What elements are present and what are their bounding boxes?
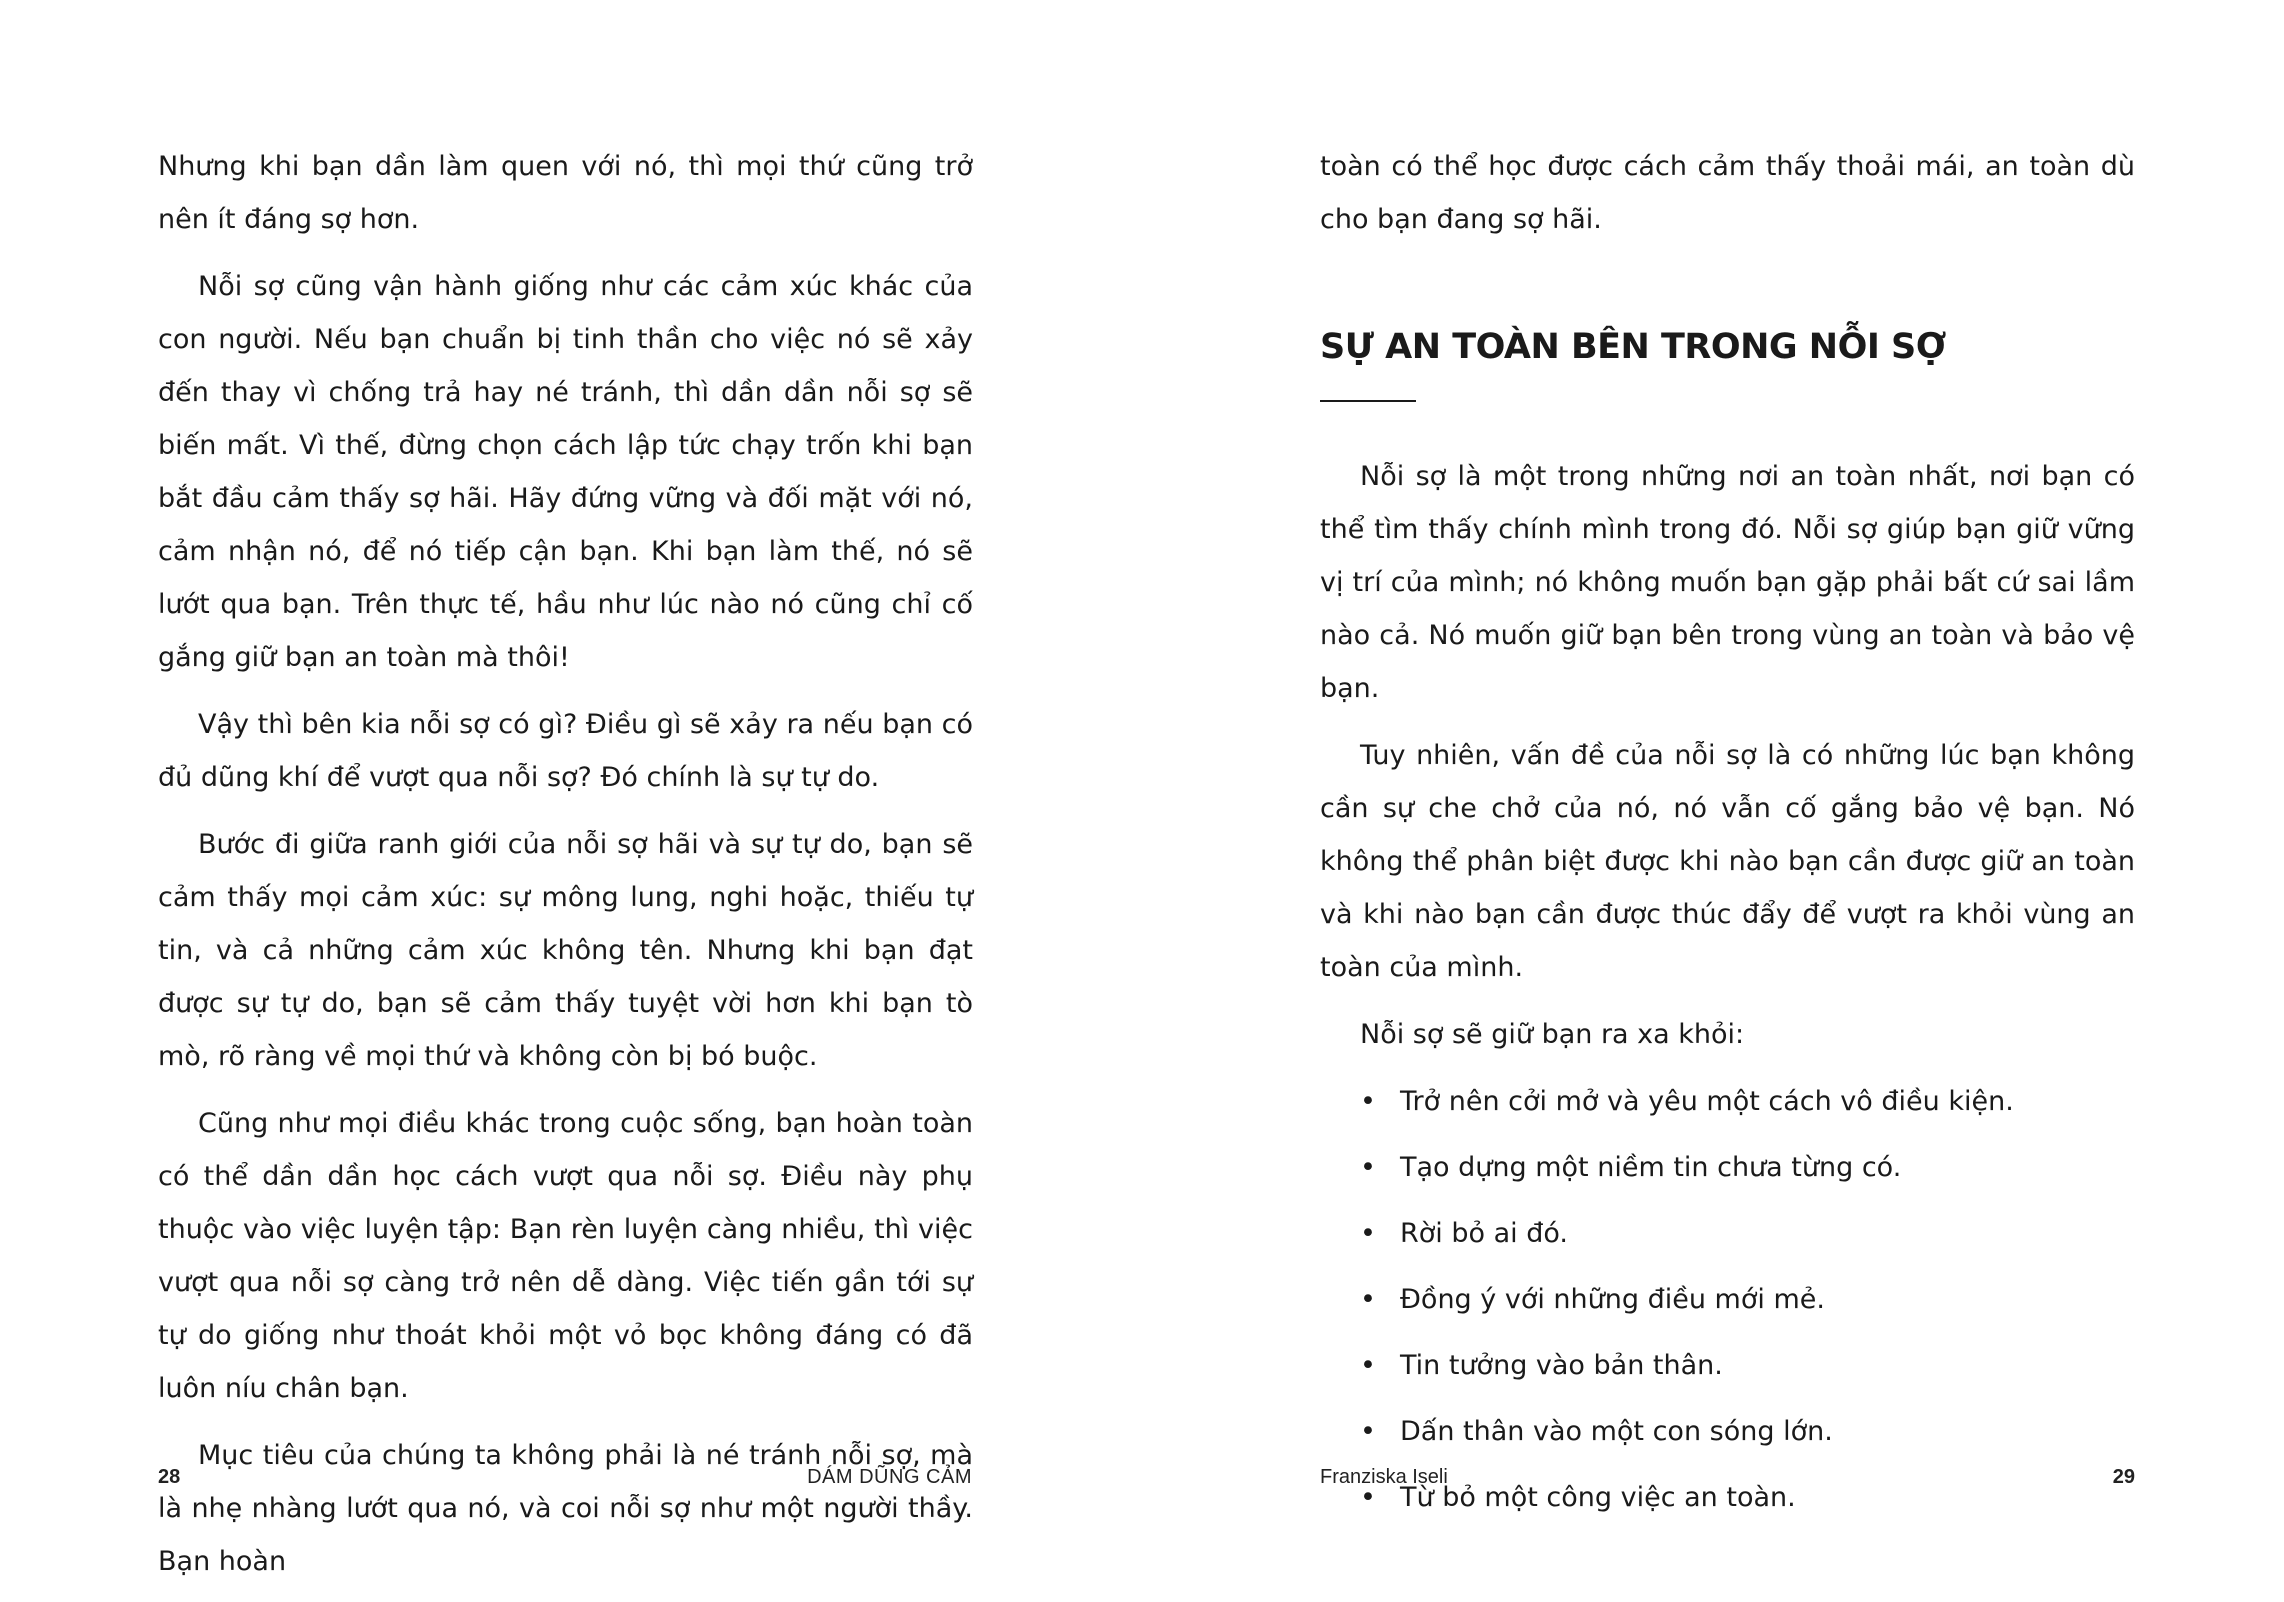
bullet-icon: • xyxy=(1360,1482,1376,1513)
heading-underline xyxy=(1320,400,1416,402)
running-title: DÁM DŨNG CẢM xyxy=(807,1466,972,1488)
list-item xyxy=(1320,1141,2135,1194)
body-paragraph: Mục tiêu của chúng ta không phải là né tránh nỗi sợ, mà là nhẹ nhàng lướt qua nó, và coi nỗi sợ như một người thầy. Bạn hoàn xyxy=(158,1440,973,1577)
list-item-text: Trở nên cởi mở và yêu một cách vô điều kiện. xyxy=(1400,1086,2014,1117)
list-item xyxy=(1320,1207,2135,1260)
list-item xyxy=(1320,1075,2135,1128)
body-paragraph: Tuy nhiên, vấn đề của nỗi sợ là có những lúc bạn không cần sự che chở của nó, nó vẫn cố gắng bảo vệ bạn. Nó không thể phân biệt được khi nào bạn cần được giữ an toàn và khi nào bạn cần được thúc đẩy để vượt ra khỏi vùng an toàn của mình. xyxy=(1320,740,2135,983)
list-item-text: Tin tưởng vào bản thân. xyxy=(1400,1350,1723,1381)
list-item xyxy=(1320,1405,2135,1458)
left-page-body xyxy=(158,140,973,1602)
body-paragraph: Nhưng khi bạn dần làm quen với nó, thì mọi thứ cũng trở nên ít đáng sợ hơn. xyxy=(158,151,973,235)
bullet-icon: • xyxy=(1360,1218,1376,1249)
list-item xyxy=(1320,1273,2135,1326)
bullet-icon: • xyxy=(1360,1416,1376,1447)
page-number-right: 29 xyxy=(2112,1466,2135,1488)
body-paragraph: Nỗi sợ là một trong những nơi an toàn nhất, nơi bạn có thể tìm thấy chính mình trong đó. Nỗi sợ giúp bạn giữ vững vị trí của mình; nó không muốn bạn gặp phải bất cứ sai lầm nào cả. Nó muốn giữ bạn bên trong vùng an toàn và bảo vệ bạn. xyxy=(1320,461,2135,704)
list-item-text: Dấn thân vào một con sóng lớn. xyxy=(1400,1416,1833,1447)
list-item-text: Tạo dựng một niềm tin chưa từng có. xyxy=(1400,1152,1902,1183)
bullet-icon: • xyxy=(1360,1152,1376,1183)
list-item-text: Đồng ý với những điều mới mẻ. xyxy=(1400,1284,1825,1315)
bullet-icon: • xyxy=(1360,1284,1376,1315)
list-item-text: Rời bỏ ai đó. xyxy=(1400,1218,1568,1249)
body-paragraph: Bước đi giữa ranh giới của nỗi sợ hãi và sự tự do, bạn sẽ cảm thấy mọi cảm xúc: sự mông lung, nghi hoặc, thiếu tự tin, và cả những cảm xúc không tên. Nhưng khi bạn đạt được sự tự do, bạn sẽ cảm thấy tuyệt vời hơn khi bạn tò mò, rõ ràng về mọi thứ và không còn bị bó buộc. xyxy=(158,829,973,1072)
right-page-body xyxy=(1320,140,2135,1537)
right-page xyxy=(1142,0,2284,1575)
body-paragraph: Nỗi sợ cũng vận hành giống như các cảm xúc khác của con người. Nếu bạn chuẩn bị tinh thần cho việc nó sẽ xảy đến thay vì chống trả hay né tránh, thì dần dần nỗi sợ sẽ biến mất. Vì thế, đừng chọn cách lập tức chạy trốn khi bạn bắt đầu cảm thấy sợ hãi. Hãy đứng vững và đối mặt với nó, cảm nhận nó, để nó tiếp cận bạn. Khi bạn làm thế, nó sẽ lướt qua bạn. Trên thực tế, hầu như lúc nào nó cũng chỉ cố gắng giữ bạn an toàn mà thôi! xyxy=(158,271,973,673)
list-item xyxy=(1320,1339,2135,1392)
section-heading: SỰ AN TOÀN BÊN TRONG NỖI SỢ xyxy=(1320,327,1946,367)
author-name: Franziska Iseli xyxy=(1320,1466,1448,1488)
list-item-text: Từ bỏ một công việc an toàn. xyxy=(1400,1482,1796,1513)
page-number-left: 28 xyxy=(158,1466,181,1488)
bullet-list xyxy=(1320,1075,2135,1524)
body-paragraph: Vậy thì bên kia nỗi sợ có gì? Điều gì sẽ xảy ra nếu bạn có đủ dũng khí để vượt qua nỗi sợ? Đó chính là sự tự do. xyxy=(158,709,973,793)
body-paragraph: Nỗi sợ sẽ giữ bạn ra xa khỏi: xyxy=(1360,1019,1745,1050)
left-page xyxy=(0,0,1142,1575)
continuation-paragraph: toàn có thể học được cách cảm thấy thoải mái, an toàn dù cho bạn đang sợ hãi. xyxy=(1320,151,2135,235)
body-paragraph: Cũng như mọi điều khác trong cuộc sống, bạn hoàn toàn có thể dần dần học cách vượt qua nỗi sợ. Điều này phụ thuộc vào việc luyện tập: Bạn rèn luyện càng nhiều, thì việc vượt qua nỗi sợ càng trở nên dễ dàng. Việc tiến gần tới sự tự do giống như thoát khỏi một vỏ bọc không đáng có đã luôn níu chân bạn. xyxy=(158,1108,973,1404)
bullet-icon: • xyxy=(1360,1086,1376,1117)
bullet-icon: • xyxy=(1360,1350,1376,1381)
